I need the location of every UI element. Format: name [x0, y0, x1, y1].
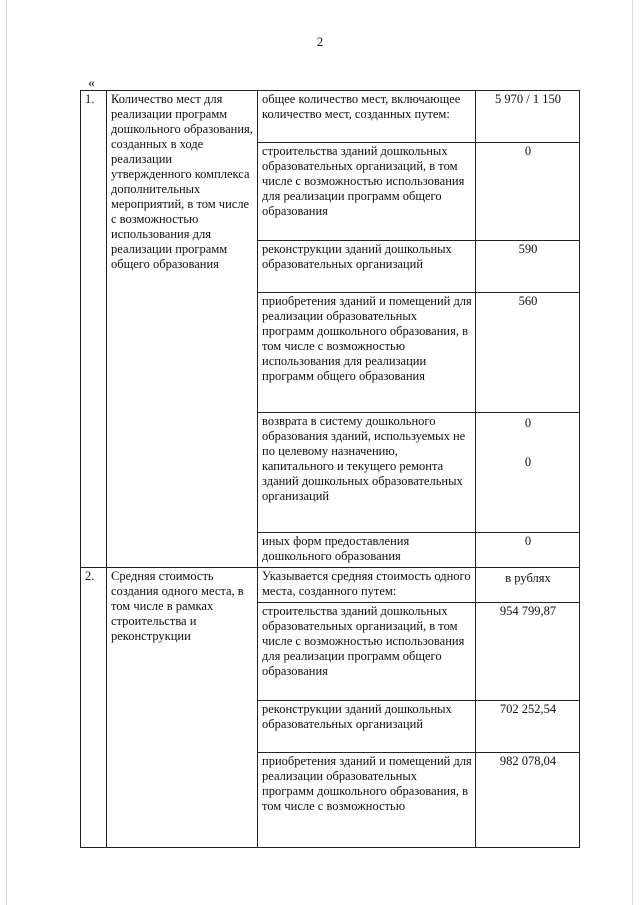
scan-edge-left [6, 0, 7, 905]
sub-item-value-part: 0 [524, 416, 532, 430]
sub-item-value: 702 252,54 [476, 701, 580, 753]
sub-item-label: иных форм предоставления дошкольного образования [258, 533, 476, 568]
sub-item-value: 560 [476, 293, 580, 413]
scan-edge-right [632, 0, 633, 905]
sub-item-value: 5 970 / 1 150 [476, 91, 580, 143]
sub-item-value: 954 799,87 [476, 603, 580, 701]
sub-item-label: строительства зданий дошкольных образовательных организаций, в том числе с возможностью использования для реализации программ общего образования [258, 143, 476, 241]
sub-item-label: приобретения зданий и помещений для реализации образовательных программ дошкольного образования, в том числе с возможностью использования для реализации программ общего образования [258, 293, 476, 413]
sub-item-label-part: капитального и текущего ремонта зданий дошкольных образовательных организаций [262, 459, 463, 503]
row-number: 2. [81, 568, 107, 848]
sub-item-label: Указывается средняя стоимость одного места, созданного путем: [258, 568, 476, 603]
sub-item-label: приобретения зданий и помещений для реализации образовательных программ дошкольного образования, в том числе с возможностью [258, 753, 476, 848]
sub-item-label: реконструкции зданий дошкольных образовательных организаций [258, 241, 476, 293]
indicators-table [80, 90, 580, 848]
sub-item-value: 0 [476, 533, 580, 568]
sub-item-label: реконструкции зданий дошкольных образовательных организаций [258, 701, 476, 753]
sub-item-value: в рублях [476, 568, 580, 603]
table-row [81, 91, 580, 143]
sub-item-label [258, 413, 476, 533]
page-number: 2 [316, 34, 324, 49]
sub-item-value: 982 078,04 [476, 753, 580, 848]
sub-item-value [476, 413, 580, 533]
row-number: 1. [81, 91, 107, 568]
sub-item-label-part: возврата в систему дошкольного образования зданий, используемых не по целевому назначению, [262, 414, 466, 458]
indicator-name: Количество мест для реализации программ дошкольного образования, созданных в ходе реализации утвержденного комплекса дополнительных мероприятий, в том числе с возможностью использования для реализации программ общего образования [107, 91, 258, 568]
sub-item-label: строительства зданий дошкольных образовательных организаций, в том числе с возможностью использования для реализации программ общего образования [258, 603, 476, 701]
sub-item-label: общее количество мест, включающее количество мест, созданных путем: [258, 91, 476, 143]
sub-item-value-part: 0 [524, 455, 532, 469]
opening-quote-mark: « [88, 76, 95, 91]
table-row [81, 568, 580, 603]
indicator-name: Средняя стоимость создания одного места, в том числе в рамках строительства и реконструкции [107, 568, 258, 848]
sub-item-value: 0 [476, 143, 580, 241]
sub-item-value: 590 [476, 241, 580, 293]
